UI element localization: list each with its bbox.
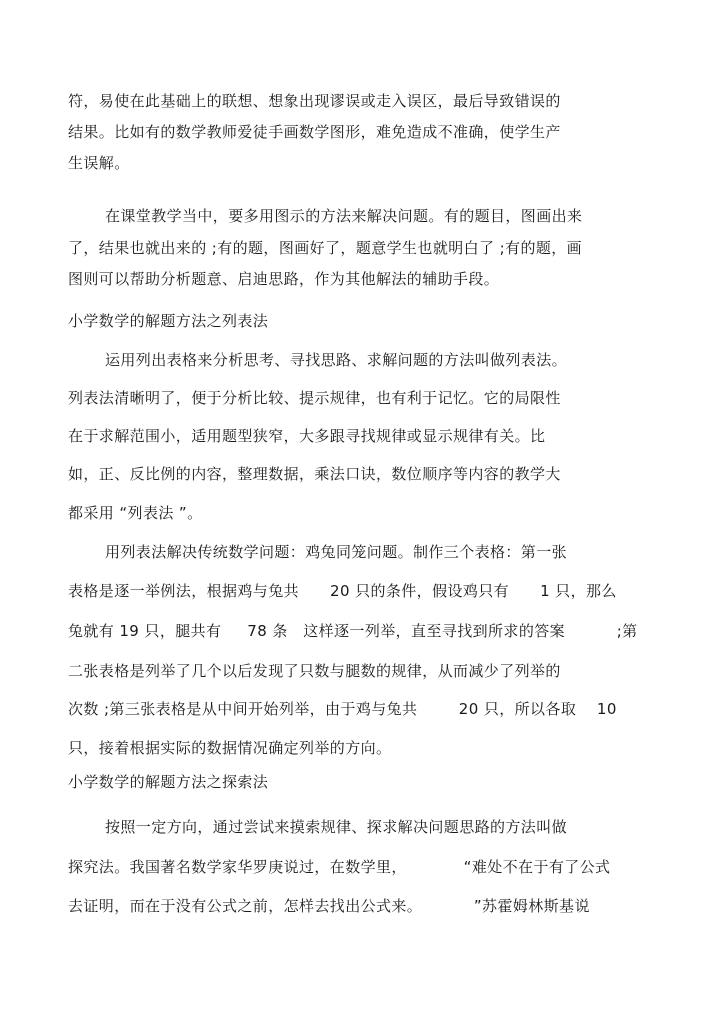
text-line: 了，结果也就出来的 ;有的题，图画好了，题意学生也就明白了 ;有的题，画 xyxy=(68,239,583,257)
text-line: 表格是逐一举例法，根据鸡与兔共 20 只的条件，假设鸡只有 1 只，那么 xyxy=(68,582,617,600)
paragraph-first-line: 按照一定方向，通过尝试来摸索规律、探求解决问题思路的方法叫做 xyxy=(105,818,568,836)
text-line: 去证明，而在于没有公式之前，怎样去找出公式来。 ”苏霍姆林斯基说 xyxy=(68,897,590,915)
text-line: 符，易使在此基础上的联想、想象出现谬误或走入误区，最后导致错误的 xyxy=(68,92,561,110)
section-heading: 小学数学的解题方法之列表法 xyxy=(68,312,269,330)
text-line: 探究法。我国著名数学家华罗庚说过，在数学里， “难处不在于有了公式 xyxy=(68,858,611,876)
text-line: 如，正、反比例的内容，整理数据，乘法口诀，数位顺序等内容的教学大 xyxy=(68,465,561,483)
text-line: 都采用 “列表法 ”。 xyxy=(68,504,203,522)
section-heading: 小学数学的解题方法之探索法 xyxy=(68,773,269,791)
text-line: 只，接着根据实际的数据情况确定列举的方向。 xyxy=(68,739,392,757)
text-line: 生误解。 xyxy=(68,154,130,172)
text-line: 二张表格是列举了几个以后发现了只数与腿数的规律，从而减少了列举的 xyxy=(68,662,561,680)
text-line: 在于求解范围小，适用题型狭窄，大多跟寻找规律或显示规律有关。比 xyxy=(68,427,546,445)
paragraph-first-line: 运用列出表格来分析思考、寻找思路、求解问题的方法叫做列表法。 xyxy=(105,351,568,369)
paragraph-first-line: 用列表法解决传统数学问题：鸡兔同笼问题。制作三个表格：第一张 xyxy=(105,543,568,561)
text-line: 图则可以帮助分析题意、启迪思路，作为其他解法的辅助手段。 xyxy=(68,270,500,288)
text-line: 次数 ;第三张表格是从中间开始列举，由于鸡与兔共 20 只，所以各取 10 xyxy=(68,700,617,718)
text-line: 兔就有 19 只，腿共有 78 条 这样逐一列举，直至寻找到所求的答案 ;第 xyxy=(68,622,638,640)
text-line: 结果。比如有的数学教师爱徒手画数学图形，难免造成不准确，使学生产 xyxy=(68,123,561,141)
paragraph-first-line: 在课堂教学当中，要多用图示的方法来解决问题。有的题目，图画出来 xyxy=(105,207,583,225)
text-line: 列表法清晰明了，便于分析比较、提示规律，也有利于记忆。它的局限性 xyxy=(68,389,561,407)
